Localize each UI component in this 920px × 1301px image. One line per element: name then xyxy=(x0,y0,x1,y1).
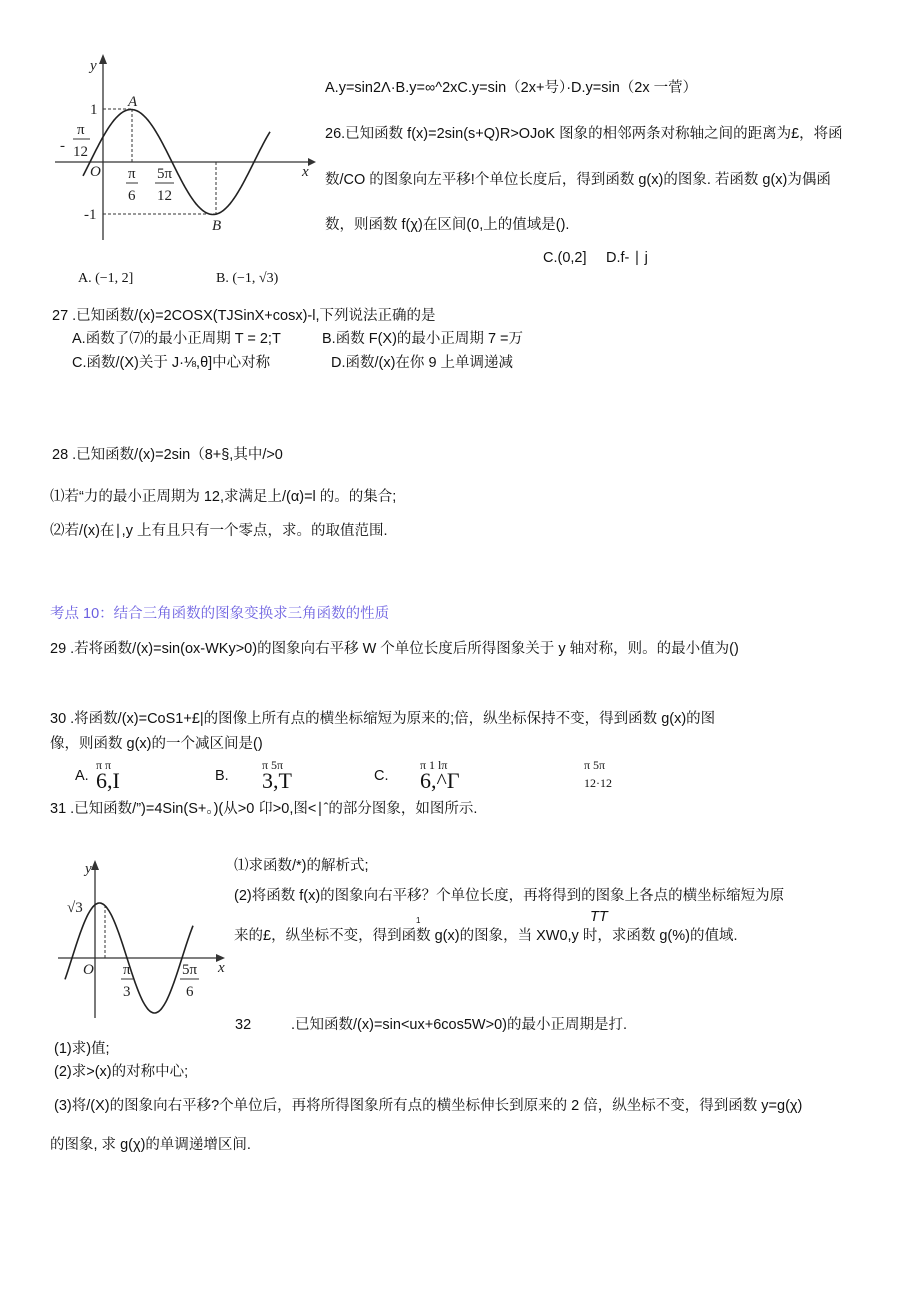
tick-pi6-den: 6 xyxy=(128,188,136,204)
q32-part1: (1)求)值; xyxy=(54,1041,110,1057)
q26-option-c: C.(0,2] xyxy=(543,250,587,266)
q32-part3-line1: (3)将/(X)的图象向右平移?个单位后，再将所得图象所有点的横坐标伸长到原来的 2 倍，纵坐标不变，得到函数 y=g(χ) xyxy=(54,1098,803,1114)
q26-option-a: A. (−1, 2] xyxy=(78,271,134,286)
q31-stem: 31 .已知函数/”)=4Sin(S+。)(从>0 卬>0,图<∣ˆ的部分图象，如图所示. xyxy=(50,801,478,817)
tick-5pi12-num: 5π xyxy=(157,166,173,182)
q30-option-c-label: C. xyxy=(374,768,389,784)
q30-option-d-top: π 5π xyxy=(584,758,606,772)
q31-part2-sup2: TT xyxy=(590,909,608,925)
q30-line2: 像，则函数 g(x)的一个减区间是() xyxy=(50,736,263,752)
q26-line1: 26.已知函数 f(x)=2sin(s+Q)R>OJoK 图象的相邻两条对称轴之间的距离为£，将函 xyxy=(325,126,843,142)
graph-sine-1 xyxy=(40,50,320,250)
q31-part2-sup1: 1 xyxy=(416,916,421,925)
q30-line1: 30 .将函数/(x)=CoS1+£|的图像上所有点的横坐标缩短为原来的;倍，纵坐标保持不变，得到函数 g(x)的图 xyxy=(50,711,716,727)
q30-option-d-bottom: 12·12 xyxy=(584,776,612,790)
q31-part2-line2: 来的£，纵坐标不变，得到函数 g(x)的图象，当 XW0,y 时，求函数 g(%)的值域. xyxy=(234,928,738,944)
q32-part2: (2)求>(x)的对称中心; xyxy=(54,1064,189,1080)
q26-option-d: D.f- ∣ j xyxy=(606,250,648,266)
tick-5pi6-den: 6 xyxy=(186,984,194,1000)
y-axis-arrow-icon xyxy=(91,860,99,870)
x-axis-label: x xyxy=(218,960,225,976)
y-axis-label: y xyxy=(85,861,92,877)
q30-option-a-bottom: 6,I xyxy=(96,768,120,793)
tick-neg-pi12-den: 12 xyxy=(73,144,88,160)
q27-option-d: D.函数/(x)在你 9 上单调递减 xyxy=(331,355,514,371)
q28-stem: 28 .已知函数/(x)=2sin（8+§,其中/>0 xyxy=(52,447,283,463)
origin-label: O xyxy=(90,164,101,180)
section-heading: 考点 10：结合三角函数的图象变换求三角函数的性质 xyxy=(50,606,390,622)
tick-neg1: -1 xyxy=(84,207,97,223)
q30-option-b-label: B. xyxy=(215,768,229,784)
graph-sine-2 xyxy=(50,850,240,1020)
q27-option-b: B.函数 F(X)的最小正周期 7 =万 xyxy=(322,331,524,347)
q31-part2-line1: (2)将函数 f(x)的图象向右平移？个单位长度，再将得到的图象上各点的横坐标缩短为原 xyxy=(234,888,785,904)
q30-option-c-top: π 1 lπ xyxy=(420,758,448,772)
point-a-label: A xyxy=(128,94,138,110)
q26-line3: 数，则函数 f(χ)在区间(0,上的值域是(). xyxy=(325,217,570,233)
tick-5pi6-num: 5π xyxy=(182,962,198,978)
q26-line2: 数/CO 的图象向左平移!个单位长度后，得到函数 g(x)的图象. 若函数 g(x)为偶函 xyxy=(325,172,831,188)
point-b-label: B xyxy=(212,218,222,234)
tick-1: 1 xyxy=(90,102,98,118)
q27-option-a: A.函数了⑺的最小正周期 T = 2;T xyxy=(72,331,281,347)
q30-option-b-bottom: 3,T xyxy=(262,768,292,793)
tick-pi3-num: π xyxy=(123,962,131,978)
origin-label: O xyxy=(83,962,94,978)
q30-option-b-top: π 5π xyxy=(262,758,284,772)
q25-options: A.y=sin2Λ·B.y=∞^2xC.y=sin（2x+号）·D.y=sin（2x 一菅） xyxy=(325,80,698,96)
tick-pi3-den: 3 xyxy=(123,984,131,1000)
q26-option-b: B. (−1, √3) xyxy=(216,271,279,286)
tick-5pi12-den: 12 xyxy=(157,188,172,204)
q29-stem: 29 .若将函数/(x)=sin(ox-WKy>0)的图象向右平移 W 个单位长度后所得图象关于 y 轴对称，则。的最小值为() xyxy=(50,641,739,657)
tick-sqrt3: √3 xyxy=(67,900,83,916)
q30-option-a-label: A. xyxy=(75,768,89,784)
x-axis-arrow-icon xyxy=(308,158,316,166)
q28-part1: ⑴若“力的最小正周期为 12,求满足上/(α)=l 的。的集合; xyxy=(50,489,397,505)
tick-pi6-num: π xyxy=(128,166,136,182)
q28-part2: ⑵若/(x)在∣,y 上有且只有一个零点，求。的取值范围. xyxy=(50,523,388,539)
q30-option-a-top: π π xyxy=(96,758,112,772)
x-axis-label: x xyxy=(302,164,309,180)
q32-stem: .已知函数/(x)=sin<ux+6cos5W>0)的最小正周期是打. xyxy=(291,1017,627,1033)
tick-neg-pi12-num: π xyxy=(77,122,85,138)
q27-stem: 27 .已知函数/(x)=2COSX(TJSinX+cosx)-l,下列说法正确的是 xyxy=(52,308,436,324)
tick-neg-sign: - xyxy=(60,138,65,154)
q30-option-c-bottom: 6,^Γ xyxy=(420,768,460,793)
y-axis-arrow-icon xyxy=(99,54,107,64)
q32-number: 32 xyxy=(235,1017,252,1033)
q27-option-c: C.函数/(X)关于 J·⅛,θ]中心对称 xyxy=(72,355,271,371)
q31-part1: ⑴求函数/*)的解析式; xyxy=(234,858,369,874)
y-axis-label: y xyxy=(90,58,97,74)
q32-part3-line2: 的图象, 求 g(χ)的单调递增区间. xyxy=(50,1137,251,1153)
